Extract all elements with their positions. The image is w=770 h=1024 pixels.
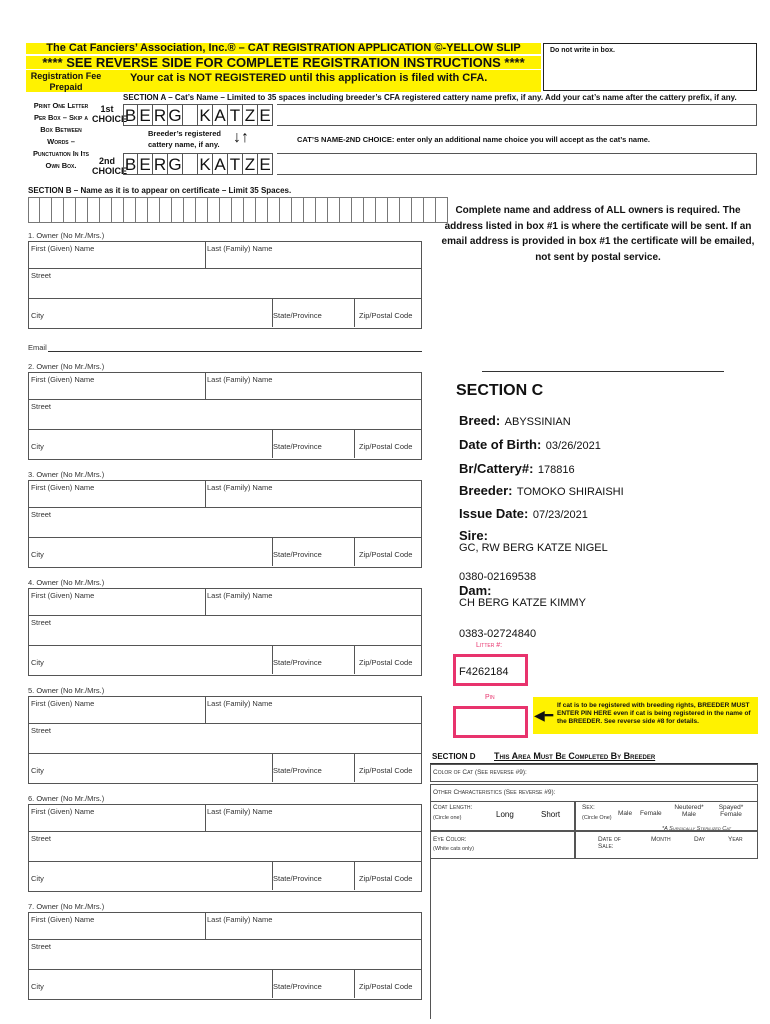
issue-value: 07/23/2021 xyxy=(532,509,588,521)
first-name-label: First (Given) Name xyxy=(31,915,95,924)
certificate-letter-box[interactable] xyxy=(88,197,100,223)
dam-label: Dam: xyxy=(459,583,492,598)
letter-box[interactable]: E xyxy=(258,104,273,126)
certificate-letter-box[interactable] xyxy=(208,197,220,223)
city-field[interactable] xyxy=(29,656,322,674)
street-label: Street xyxy=(31,726,52,735)
first-name-field[interactable] xyxy=(29,589,206,615)
section-c-divider xyxy=(482,371,724,372)
second-choice-note: CAT’S NAME-2ND CHOICE: enter only an additional name choice you will accept as the cat’s name. xyxy=(297,135,650,144)
breed-value: ABYSSINIAN xyxy=(504,416,571,428)
owner-name-row xyxy=(28,372,422,400)
instructions-banner: **** SEE REVERSE SIDE FOR COMPLETE REGISTRATION INSTRUCTIONS **** xyxy=(26,56,541,69)
city-field[interactable] xyxy=(29,309,322,327)
letter-box[interactable]: T xyxy=(228,104,243,126)
street-field[interactable] xyxy=(28,400,422,430)
street-label: Street xyxy=(31,942,52,951)
city-field[interactable] xyxy=(29,872,322,890)
email-label: Email xyxy=(28,343,47,352)
sire-number: 0380-02169538 xyxy=(459,571,537,583)
choice2-remaining-boxes[interactable] xyxy=(277,153,757,175)
dob-label: Date of Birth: xyxy=(459,437,542,452)
city-label: City xyxy=(31,311,44,320)
owner-name-row xyxy=(28,588,422,616)
choice1-remaining-boxes[interactable] xyxy=(277,104,757,126)
other-characteristics-label: Other Characteristics (See reverse #9): xyxy=(433,789,556,796)
street-field[interactable] xyxy=(28,832,422,862)
state-field[interactable] xyxy=(272,970,355,998)
certificate-letter-box[interactable] xyxy=(316,197,328,223)
cattery-row xyxy=(459,460,575,478)
certificate-letter-box[interactable] xyxy=(256,197,268,223)
letter-box[interactable]: T xyxy=(228,153,243,175)
letter-box[interactable]: G xyxy=(168,106,182,125)
city-row xyxy=(28,299,422,329)
certificate-letter-box[interactable] xyxy=(76,197,88,223)
section-d xyxy=(430,749,758,1019)
letter-box[interactable] xyxy=(183,104,198,126)
letter-box[interactable]: Z xyxy=(243,104,258,126)
street-field[interactable] xyxy=(28,940,422,970)
city-label: City xyxy=(31,766,44,775)
print-instructions: Print One Letter Per Box – Skip a Box Between Words – Punctuation In Its Own Box. xyxy=(32,101,90,170)
state-label: State/Province xyxy=(273,550,322,559)
city-row xyxy=(28,754,422,784)
certificate-letter-box[interactable] xyxy=(292,197,304,223)
last-name-label: Last (Family) Name xyxy=(207,591,273,600)
choice2-name-boxes[interactable] xyxy=(123,153,273,175)
letter-box[interactable]: A xyxy=(213,104,228,126)
certificate-letter-box[interactable] xyxy=(52,197,64,223)
certificate-letter-box[interactable] xyxy=(64,197,76,223)
last-name-field[interactable] xyxy=(205,589,421,615)
coat-circle-hint: (Circle one) xyxy=(433,815,462,821)
last-name-label: Last (Family) Name xyxy=(207,244,273,253)
certificate-letter-box[interactable] xyxy=(268,197,280,223)
zip-field[interactable] xyxy=(354,754,422,782)
choice1-name-boxes[interactable] xyxy=(123,104,273,126)
first-name-field[interactable] xyxy=(29,481,206,507)
last-name-field[interactable] xyxy=(205,697,421,723)
not-registered-notice: Your cat is NOT REGISTERED until this application is filed with CFA. xyxy=(130,72,488,84)
month-label: Month xyxy=(651,836,671,843)
arrow-icon: ↓↑ xyxy=(233,129,249,146)
city-label: City xyxy=(31,550,44,559)
letter-box[interactable]: R xyxy=(153,106,167,125)
zip-field[interactable] xyxy=(354,538,422,566)
section-d-header xyxy=(430,749,758,764)
first-name-label: First (Given) Name xyxy=(31,375,95,384)
city-field[interactable] xyxy=(29,548,322,566)
owner-label: 3. Owner (No Mr./Mrs.) xyxy=(28,470,105,479)
certificate-letter-box[interactable] xyxy=(136,197,148,223)
first-name-label: First (Given) Name xyxy=(31,591,95,600)
certificate-letter-box[interactable] xyxy=(244,197,256,223)
coat-long-option[interactable]: Long xyxy=(496,810,514,819)
pin-input[interactable] xyxy=(453,706,528,738)
sire-label: Sire: xyxy=(459,528,488,543)
owner-label: 2. Owner (No Mr./Mrs.) xyxy=(28,362,105,371)
registration-fee-label: Registration Fee Prepaid xyxy=(30,71,102,92)
other-characteristics-field[interactable] xyxy=(430,784,758,802)
day-label: Day xyxy=(694,836,705,843)
city-row xyxy=(28,430,422,460)
section-d-border xyxy=(430,859,431,1019)
zip-field[interactable] xyxy=(354,646,422,674)
certificate-letter-box[interactable] xyxy=(304,197,316,223)
letter-box[interactable]: K xyxy=(198,153,213,175)
city-field[interactable] xyxy=(29,764,322,782)
street-label: Street xyxy=(31,510,52,519)
owner-label: 7. Owner (No Mr./Mrs.) xyxy=(28,902,105,911)
letter-box[interactable]: R xyxy=(153,155,167,174)
zip-label: Zip/Postal Code xyxy=(359,766,413,775)
letter-box[interactable]: E xyxy=(138,153,153,175)
certificate-letter-box[interactable] xyxy=(124,197,136,223)
coat-length-field xyxy=(430,801,575,831)
letter-box[interactable]: G xyxy=(168,155,182,174)
pin-label: Pin xyxy=(485,694,495,701)
letter-box[interactable]: A xyxy=(213,153,228,175)
city-label: City xyxy=(31,658,44,667)
section-d-label: SECTION D xyxy=(432,752,476,761)
eye-color-label: Eye Color: xyxy=(433,836,467,843)
zip-label: Zip/Postal Code xyxy=(359,550,413,559)
owner-name-row xyxy=(28,696,422,724)
last-name-label: Last (Family) Name xyxy=(207,807,273,816)
certificate-letter-box[interactable] xyxy=(376,197,388,223)
zip-label: Zip/Postal Code xyxy=(359,442,413,451)
street-label: Street xyxy=(31,271,52,280)
first-name-label: First (Given) Name xyxy=(31,244,95,253)
letter-box[interactable]: B xyxy=(124,155,137,174)
state-label: State/Province xyxy=(273,982,322,991)
first-name-field[interactable] xyxy=(29,373,206,399)
certificate-letter-box[interactable] xyxy=(388,197,400,223)
state-label: State/Province xyxy=(273,442,322,451)
first-name-label: First (Given) Name xyxy=(31,807,95,816)
litter-label: Litter #: xyxy=(476,642,503,649)
city-row xyxy=(28,538,422,568)
breeder-row xyxy=(459,482,624,500)
certificate-letter-box[interactable] xyxy=(232,197,244,223)
street-label: Street xyxy=(31,402,52,411)
owner-label: 1. Owner (No Mr./Mrs.) xyxy=(28,231,105,240)
state-field[interactable] xyxy=(272,862,355,890)
street-label: Street xyxy=(31,834,52,843)
certificate-letter-box[interactable] xyxy=(40,197,52,223)
certificate-letter-box[interactable] xyxy=(328,197,340,223)
year-label: Year xyxy=(728,836,743,843)
sex-spayed-option[interactable]: Spayed* Female xyxy=(718,804,744,818)
certificate-letter-box[interactable] xyxy=(220,197,232,223)
street-field[interactable] xyxy=(28,724,422,754)
last-name-field[interactable] xyxy=(205,913,421,939)
email-field[interactable] xyxy=(48,351,422,352)
owner-label: 5. Owner (No Mr./Mrs.) xyxy=(28,686,105,695)
cat-color-label: Color of Cat (See reverse #9): xyxy=(433,769,527,776)
street-field[interactable] xyxy=(28,508,422,538)
state-field[interactable] xyxy=(272,538,355,566)
breed-row xyxy=(459,412,571,430)
state-label: State/Province xyxy=(273,874,322,883)
city-row xyxy=(28,970,422,1000)
city-label: City xyxy=(31,874,44,883)
certificate-letter-box[interactable] xyxy=(184,197,196,223)
owner-name-row xyxy=(28,241,422,269)
letter-box[interactable]: E xyxy=(138,104,153,126)
last-name-label: Last (Family) Name xyxy=(207,915,273,924)
state-field[interactable] xyxy=(272,430,355,458)
breeding-note xyxy=(533,697,758,734)
sex-male-option[interactable]: Male xyxy=(618,810,633,817)
arrow-left-icon: ◀━ xyxy=(534,707,554,723)
city-field[interactable] xyxy=(29,980,322,998)
sire-name: GC, RW BERG KATZE NIGEL xyxy=(459,542,608,554)
dam-number: 0383-02724840 xyxy=(459,628,537,640)
certificate-name-boxes[interactable] xyxy=(28,197,448,223)
first-name-field[interactable] xyxy=(29,913,206,939)
dob-value: 03/26/2021 xyxy=(545,440,601,452)
owner-name-row xyxy=(28,480,422,508)
zip-field[interactable] xyxy=(354,430,422,458)
last-name-label: Last (Family) Name xyxy=(207,483,273,492)
breed-label: Breed: xyxy=(459,413,501,428)
first-name-field[interactable] xyxy=(29,697,206,723)
zip-label: Zip/Postal Code xyxy=(359,658,413,667)
letter-box[interactable]: K xyxy=(198,104,213,126)
section-c-title: SECTION C xyxy=(456,382,544,399)
choice2-label: 2nd CHOICE xyxy=(92,156,128,176)
last-name-field[interactable] xyxy=(205,481,421,507)
certificate-letter-box[interactable] xyxy=(364,197,376,223)
date-of-sale-field[interactable] xyxy=(575,831,758,859)
first-name-field[interactable] xyxy=(29,805,206,831)
city-row xyxy=(28,862,422,892)
state-field[interactable] xyxy=(272,754,355,782)
certificate-letter-box[interactable] xyxy=(412,197,424,223)
city-label: City xyxy=(31,442,44,451)
zip-label: Zip/Postal Code xyxy=(359,311,413,320)
certificate-letter-box[interactable] xyxy=(340,197,352,223)
owner-name-row xyxy=(28,912,422,940)
section-b-title: SECTION B – Name as it is to appear on certificate – Limit 35 Spaces. xyxy=(28,186,292,195)
section-a-title: SECTION A – Cat’s Name – Limited to 35 spaces including breeder’s CFA registered cattery name prefix, if any. Add your cat’s name after the cattery prefix, if any. xyxy=(123,93,737,102)
owner-name-row xyxy=(28,804,422,832)
state-label: State/Province xyxy=(273,766,322,775)
certificate-letter-box[interactable] xyxy=(148,197,160,223)
street-label: Street xyxy=(31,618,52,627)
certificate-letter-box[interactable] xyxy=(424,197,436,223)
litter-value: F4262184 xyxy=(459,666,509,678)
office-use-label: Do not write in box. xyxy=(550,47,615,54)
last-name-label: Last (Family) Name xyxy=(207,375,273,384)
date-of-sale-label: Date of Sale: xyxy=(598,836,621,850)
choice1-label: 1st CHOICE xyxy=(92,104,128,124)
last-name-field[interactable] xyxy=(205,373,421,399)
breeding-note-text: If cat is to be registered with breeding rights, BREEDER MUST ENTER PIN HERE even if cat is being registered in the name of the BREEDER. See reverse side #8 for details. xyxy=(557,702,751,725)
letter-box[interactable]: E xyxy=(258,153,273,175)
last-name-label: Last (Family) Name xyxy=(207,699,273,708)
cattery-label: Br/Cattery#: xyxy=(459,461,534,476)
certificate-letter-box[interactable] xyxy=(280,197,292,223)
sex-neutered-option[interactable]: Neutered* Male xyxy=(674,804,704,818)
eye-color-field[interactable] xyxy=(430,831,575,859)
coat-length-label: Coat Length: xyxy=(433,804,473,811)
eye-color-hint: (White cats only) xyxy=(433,846,474,852)
issue-row xyxy=(459,505,588,523)
letter-box[interactable]: Z xyxy=(243,153,258,175)
certificate-letter-box[interactable] xyxy=(172,197,184,223)
owners-note: Complete name and address of ALL owners is required. The address listed in box #1 is where the certificate will be sent. If an email address is provided in box #1 the certificate will be emailed, not sent by postal service. xyxy=(441,205,755,263)
state-field[interactable] xyxy=(272,299,355,327)
certificate-letter-box[interactable] xyxy=(352,197,364,223)
certificate-letter-box[interactable] xyxy=(28,197,40,223)
certificate-letter-box[interactable] xyxy=(196,197,208,223)
last-name-field[interactable] xyxy=(205,242,421,268)
cat-color-field[interactable] xyxy=(430,764,758,782)
cattery-note: Breeder’s registered cattery name, if any. xyxy=(148,129,221,149)
zip-label: Zip/Postal Code xyxy=(359,874,413,883)
sex-label: Sex: xyxy=(582,804,595,811)
letter-box[interactable] xyxy=(183,153,198,175)
issue-label: Issue Date: xyxy=(459,506,529,521)
sterilized-note: *A Surgically Sterilized Cat xyxy=(662,826,732,832)
city-row xyxy=(28,646,422,676)
zip-field[interactable] xyxy=(354,299,422,327)
first-name-field[interactable] xyxy=(29,242,206,268)
breeder-value: TOMOKO SHIRAISHI xyxy=(516,486,624,498)
certificate-letter-box[interactable] xyxy=(400,197,412,223)
last-name-field[interactable] xyxy=(205,805,421,831)
zip-field[interactable] xyxy=(354,862,422,890)
first-name-label: First (Given) Name xyxy=(31,483,95,492)
section-d-title: This Area Must Be Completed By Breeder xyxy=(494,751,656,761)
certificate-letter-box[interactable] xyxy=(100,197,112,223)
coat-short-option[interactable]: Short xyxy=(541,810,561,819)
litter-box[interactable] xyxy=(453,654,528,686)
office-use-box xyxy=(543,43,757,91)
owner-label: 4. Owner (No Mr./Mrs.) xyxy=(28,578,105,587)
certificate-letter-box[interactable] xyxy=(112,197,124,223)
sex-female-option[interactable]: Female xyxy=(640,810,662,817)
breeder-label: Breeder: xyxy=(459,483,513,498)
street-field[interactable] xyxy=(28,616,422,646)
letter-box[interactable]: B xyxy=(124,106,137,125)
street-field[interactable] xyxy=(28,269,422,299)
state-field[interactable] xyxy=(272,646,355,674)
certificate-letter-box[interactable] xyxy=(160,197,172,223)
sex-circle-hint: (Circle One) xyxy=(582,815,612,821)
city-field[interactable] xyxy=(29,440,322,458)
first-name-label: First (Given) Name xyxy=(31,699,95,708)
dam-name: CH BERG KATZE KIMMY xyxy=(459,597,586,609)
zip-label: Zip/Postal Code xyxy=(359,982,413,991)
dob-row xyxy=(459,436,601,454)
state-label: State/Province xyxy=(273,658,322,667)
state-label: State/Province xyxy=(273,311,322,320)
cattery-value: 178816 xyxy=(537,464,575,476)
zip-field[interactable] xyxy=(354,970,422,998)
form-title: The Cat Fanciers’ Association, Inc.® – CAT REGISTRATION APPLICATION ©-YELLOW SLIP xyxy=(26,43,541,54)
city-label: City xyxy=(31,982,44,991)
owner-label: 6. Owner (No Mr./Mrs.) xyxy=(28,794,105,803)
